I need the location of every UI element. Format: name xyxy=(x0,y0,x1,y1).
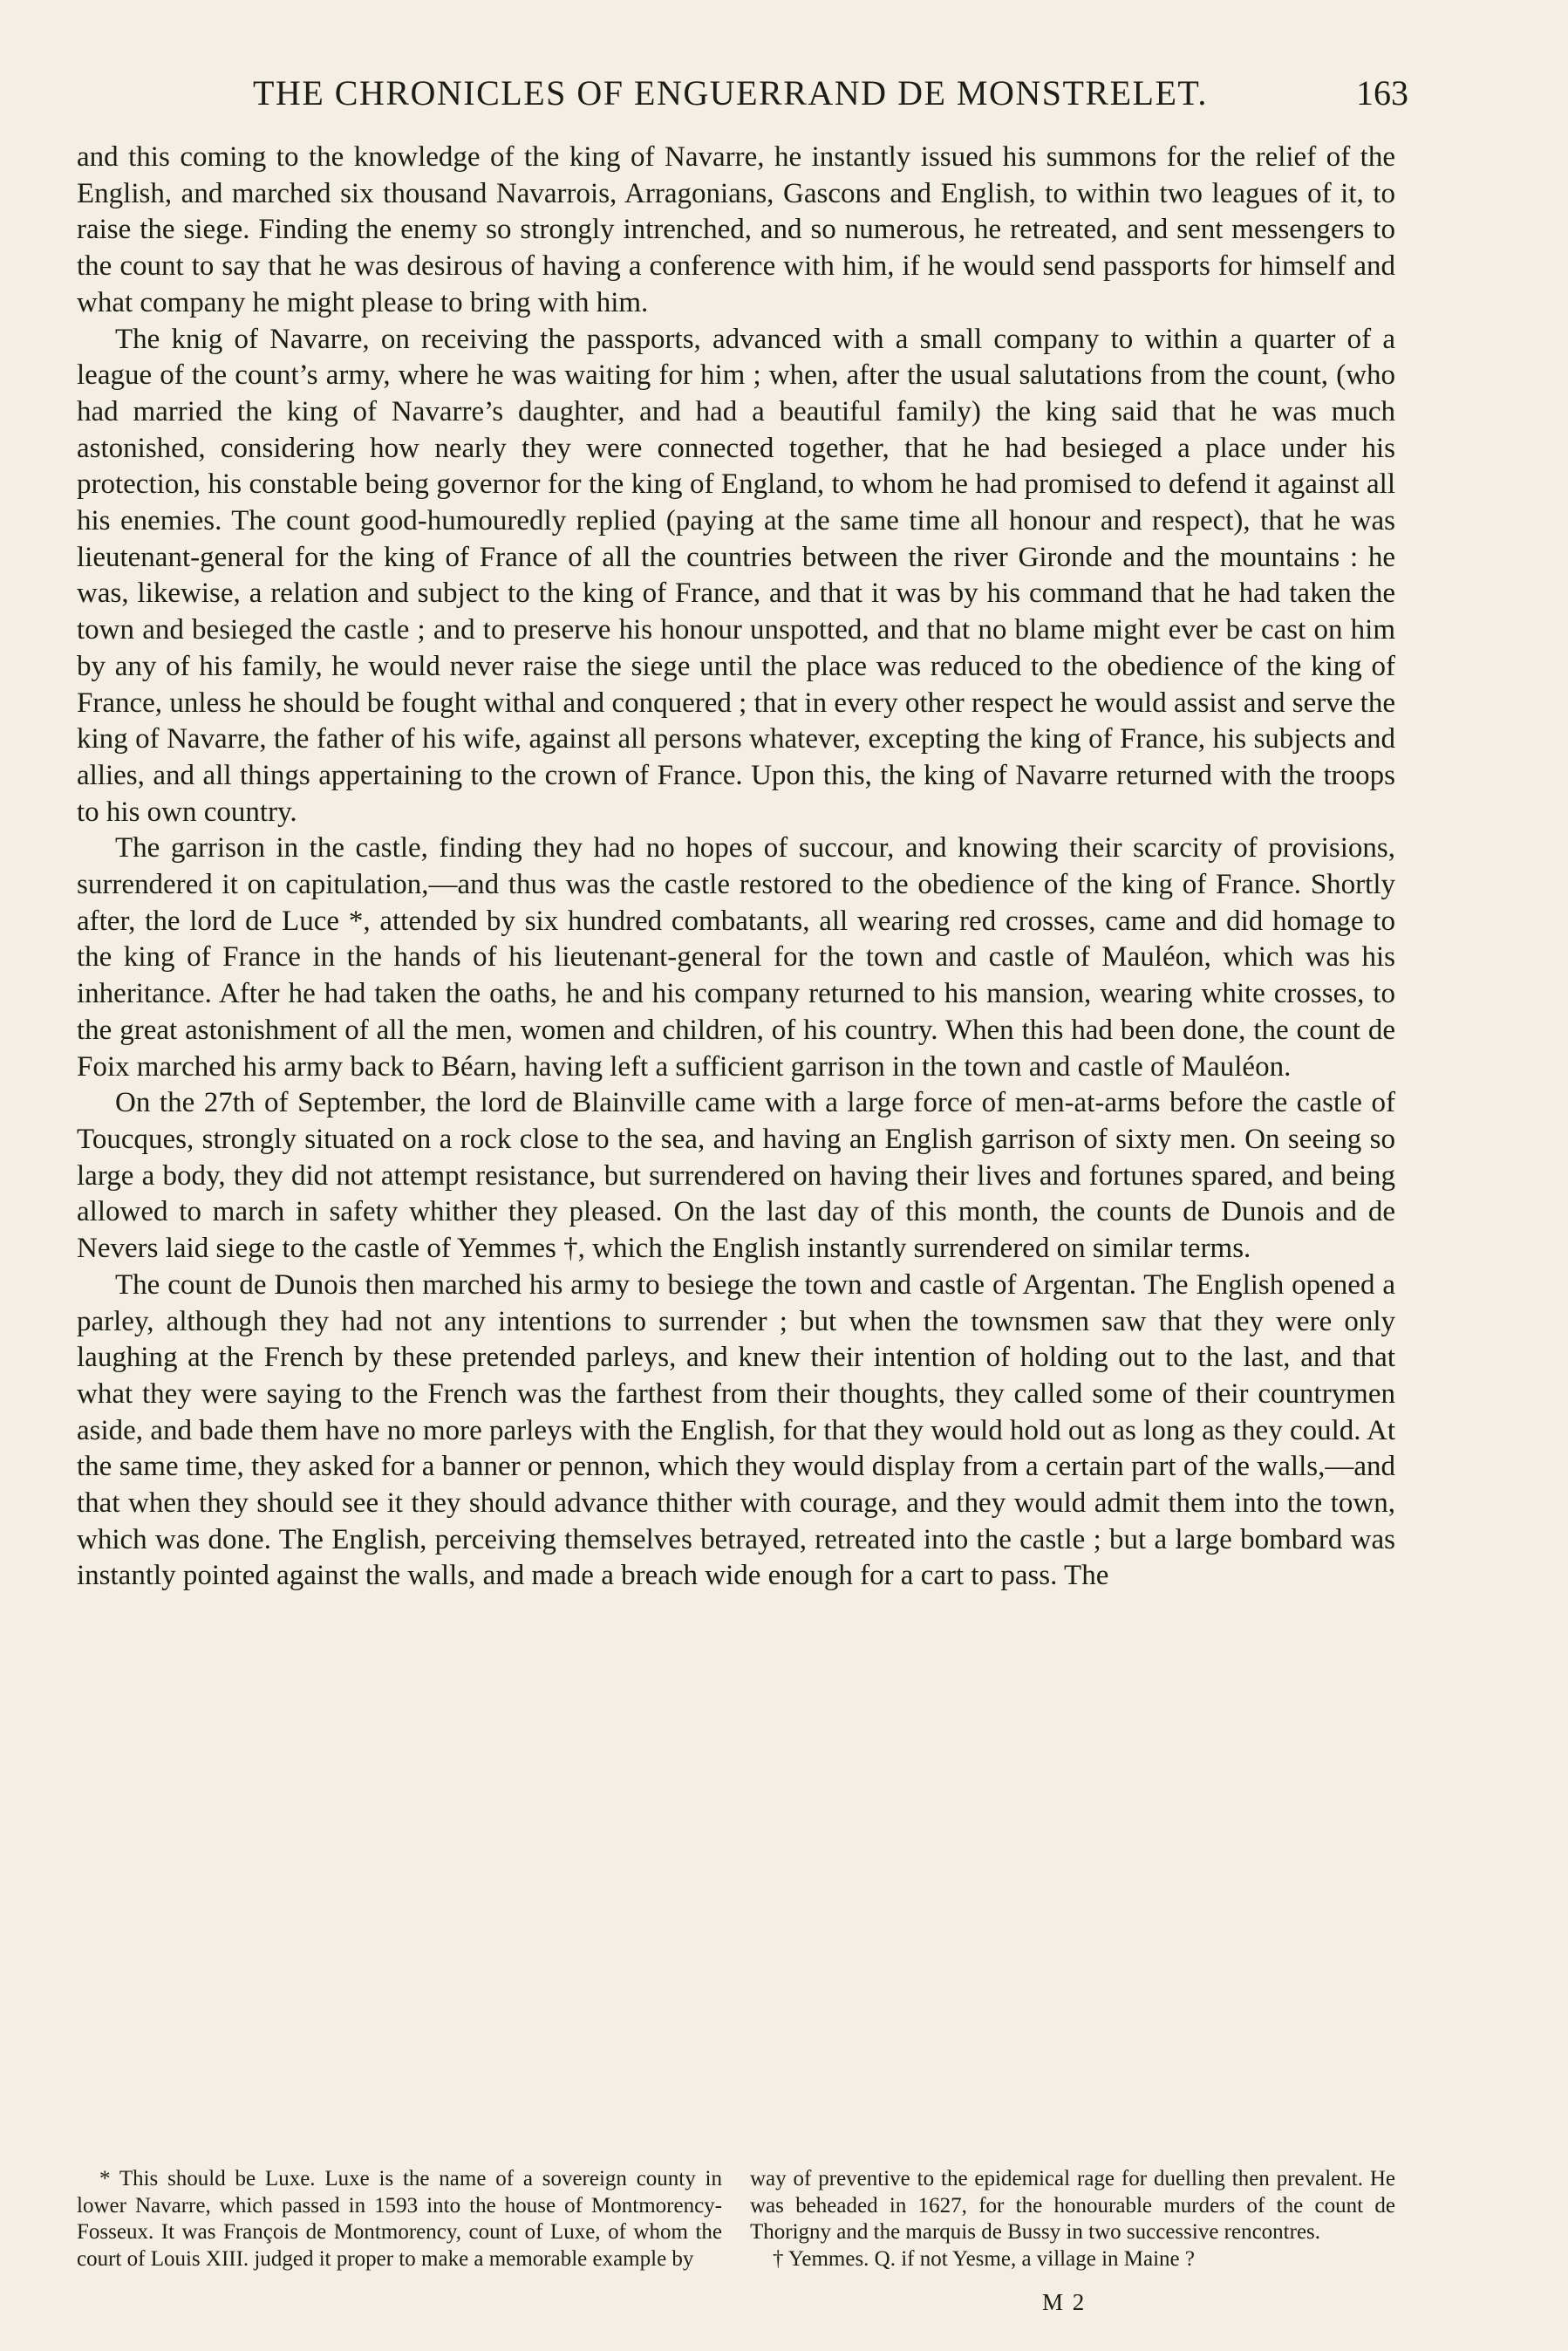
running-title: THE CHRONICLES OF ENGUERRAND DE MONSTRELET. xyxy=(253,73,1208,113)
paragraph-3: The garrison in the castle, finding they had no hopes of succour, and knowing their scarcity of provisions, surrendered it on capitulation,—and thus was the castle restored to the obedience of the king of France. Shortly after, the lord de Luce *, attended by six hundred combatants, all wearing red crosses, came and did homage to the king of France in the hands of his lieutenant-general for the town and castle of Mauléon, which was his inheritance. After he had taken the oaths, he and his company returned to his mansion, wearing white crosses, to the great astonishment of all the men, women and children, of his country. When this had been done, the count de Foix marched his army back to Béarn, having left a sufficient garrison in the town and castle of Mauléon. xyxy=(77,832,1395,1083)
paragraph-4: On the 27th of September, the lord de Blainville came with a large force of men-at-arms before the castle of Toucques, strongly situated on a rock close to the sea, and having an English garrison of sixty men. On seeing so large a body, they did not attempt resistance, but surrendered on having their lives and fortunes spared, and being allowed to march in safety whither they pleased. On the last day of this month, the counts de Dunois and de Nevers laid siege to the castle of Yemmes †, which the English instantly surrendered on similar terms. xyxy=(77,1087,1395,1265)
page-number: 163 xyxy=(1356,73,1408,113)
footnote-yemmes: † Yemmes. Q. if not Yesme, a village in Maine ? xyxy=(773,2246,1195,2271)
signature-mark: M 2 xyxy=(1042,2289,1087,2315)
paragraph-1: and this coming to the knowledge of the king of Navarre, he instantly issued his summons for the relief of the English, and marched six thousand Navarrois, Arragonians, Gascons and English, to within two leagues of it, to raise the siege. Finding the enemy so strongly intrenched, and so numerous, he retreated, and sent messengers to the count to say that he was desirous of having a conference with him, if he would send passports for himself and what company he might please to bring with him. xyxy=(77,141,1395,318)
footnote-column-right xyxy=(750,2166,1395,2272)
footnote-column-left xyxy=(77,2166,722,2272)
footnote-luxe-continuation: way of preventive to the epidemical rage for duelling then prevalent. He was beheaded in 1627, for the honourable murders of the count de Thorigny and the marquis de Bussy in two successive rencontres. xyxy=(750,2167,1395,2244)
paragraph-2: The knig of Navarre, on receiving the passports, advanced with a small company to within a quarter of a league of the count’s army, where he was waiting for him ; when, after the usual salutations from the count, (who had married the king of Navarre’s daughter, and had a beautiful family) the king said that he was much astonished, considering how nearly they were connected together, that he had besieged a place under his protection, his constable being governor for the king of England, to whom he had promised to defend it against all his enemies. The count good-humouredly replied (paying at the same time all honour and respect), that he was lieutenant-general for the king of France of all the countries between the river Gironde and the mountains : he was, likewise, a relation and subject to the king of France, and that it was by his command that he had taken the town and besieged the castle ; and to preserve his honour unspotted, and that no blame might ever be cast on him by any of his family, he would never raise the siege until the place was reduced to the obedience of the king of France, unless he should be fought withal and conquered ; that in every other respect he would assist and serve the king of Navarre, the father of his wife, against all persons whatever, excepting the king of France, his subjects and allies, and all things appertaining to the crown of France. Upon this, the king of Navarre returned with the troops to his own country. xyxy=(77,323,1395,828)
footnote-luxe: * This should be Luxe. Luxe is the name of a sovereign county in lower Navarre, which passed in 1593 into the house of Montmorency-Fosseux. It was François de Montmorency, count of Luxe, of whom the court of Louis XIII. judged it proper to make a memorable example by xyxy=(77,2167,722,2271)
main-text-block xyxy=(77,140,1395,1595)
paragraph-5: The count de Dunois then marched his army to besiege the town and castle of Argentan. The English opened a parley, although they had not any intentions to surrender ; but when the townsmen saw that they were only laughing at the French by these pretended parleys, and knew their intention of holding out to the last, and that what they were saying to the French was the farthest from their thoughts, they called some of their countrymen aside, and bade them have no more parleys with the English, for that they would hold out as long as they could. At the same time, they asked for a banner or pennon, which they would display from a certain part of the walls,—and that when they should see it they should advance thither with courage, and they would admit them into the town, which was done. The English, perceiving themselves betrayed, retreated into the castle ; but a large bombard was instantly pointed against the walls, and made a breach wide enough for a cart to pass. The xyxy=(77,1268,1395,1592)
